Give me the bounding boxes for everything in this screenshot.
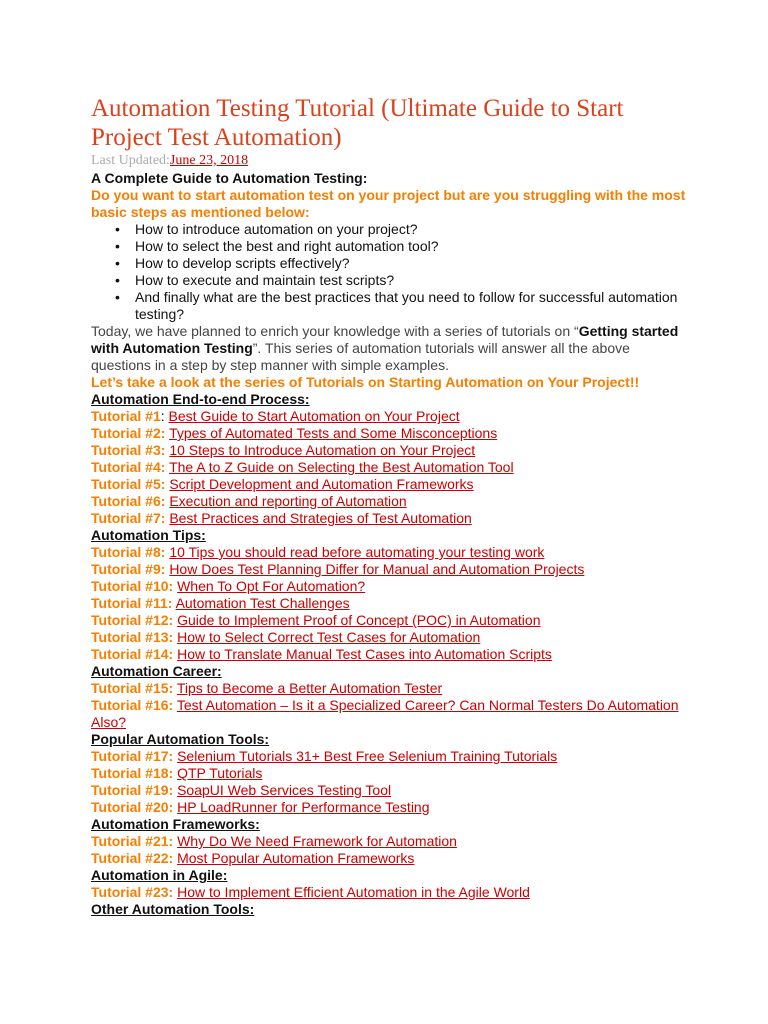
tutorial-link[interactable]: SoapUI Web Services Testing Tool <box>177 782 392 798</box>
tutorial-item <box>91 748 691 765</box>
tutorial-number: Tutorial #1 <box>91 408 161 424</box>
section-heading: Automation in Agile: <box>91 867 228 883</box>
tutorial-link[interactable]: Execution and reporting of Automation <box>169 493 407 509</box>
tutorial-link[interactable]: Types of Automated Tests and Some Misconceptions <box>169 425 498 441</box>
tutorial-item <box>91 765 691 782</box>
page-title: Automation Testing Tutorial (Ultimate Guide to Start Project Test Automation) <box>91 95 624 151</box>
tutorial-item <box>91 408 691 425</box>
tutorial-number: Tutorial #21: <box>91 833 174 849</box>
tutorial-link[interactable]: The A to Z Guide on Selecting the Best Automation Tool <box>169 459 514 475</box>
tutorial-item <box>91 459 691 476</box>
tutorial-number: Tutorial #23: <box>91 884 174 900</box>
tutorial-link[interactable]: How to Translate Manual Test Cases into Automation Scripts <box>177 646 552 662</box>
tutorial-sections <box>91 391 691 918</box>
tutorial-item <box>91 493 691 510</box>
tutorial-link[interactable]: 10 Tips you should read before automating your testing work <box>169 544 545 560</box>
tutorial-separator: : <box>160 408 169 424</box>
tutorial-number: Tutorial #14: <box>91 646 174 662</box>
tutorial-link[interactable]: Selenium Tutorials 31+ Best Free Selenium Training Tutorials <box>177 748 558 764</box>
tutorial-item <box>91 561 691 578</box>
tutorial-number: Tutorial #8: <box>91 544 166 560</box>
tutorial-number: Tutorial #10: <box>91 578 174 594</box>
tutorial-number: Tutorial #13: <box>91 629 174 645</box>
tutorial-item <box>91 884 691 901</box>
tutorial-link[interactable]: HP LoadRunner for Performance Testing <box>177 799 430 815</box>
tutorial-number: Tutorial #11: <box>91 595 173 611</box>
tutorial-number: Tutorial #7: <box>91 510 166 526</box>
tutorial-number: Tutorial #17: <box>91 748 174 764</box>
tutorial-item <box>91 476 691 493</box>
tutorial-number: Tutorial #22: <box>91 850 174 866</box>
tutorial-number: Tutorial #18: <box>91 765 174 781</box>
tutorial-number: Tutorial #15: <box>91 680 174 696</box>
section-heading: Other Automation Tools: <box>91 901 255 917</box>
tutorial-number: Tutorial #6: <box>91 493 166 509</box>
tutorial-link[interactable]: Test Automation – Is it a Specialized Career? Can Normal Testers Do Automation Also? <box>91 697 679 730</box>
tutorial-item <box>91 442 691 459</box>
tutorial-number: Tutorial #4: <box>91 459 166 475</box>
intro-paragraph: Today, we have planned to enrich your knowledge with a series of tutorials on “Getting started with Automation Testing”. This series of automation tutorials will answer all the above questions in a step by step manner with simple examples. <box>91 323 679 373</box>
last-updated <box>91 152 691 169</box>
tutorial-item <box>91 425 691 442</box>
tutorial-link[interactable]: Most Popular Automation Frameworks <box>177 850 415 866</box>
tutorial-number: Tutorial #5: <box>91 476 166 492</box>
section-heading: Automation Tips: <box>91 527 206 543</box>
bullet-icon: • <box>115 289 120 305</box>
section-heading: Popular Automation Tools: <box>91 731 270 747</box>
tutorial-link[interactable]: Automation Test Challenges <box>175 595 350 611</box>
bullet-icon: • <box>115 221 120 237</box>
tutorial-number: Tutorial #19: <box>91 782 174 798</box>
tutorial-item <box>91 612 691 629</box>
tutorial-item <box>91 646 691 663</box>
tutorial-item <box>91 680 691 697</box>
tutorial-number: Tutorial #20: <box>91 799 174 815</box>
bullet-icon: • <box>115 238 120 254</box>
tutorial-link[interactable]: QTP Tutorials <box>177 765 263 781</box>
tutorial-number: Tutorial #9: <box>91 561 166 577</box>
subtitle: A Complete Guide to Automation Testing: <box>91 170 368 186</box>
tutorial-link[interactable]: Tips to Become a Better Automation Tester <box>176 680 443 696</box>
tutorial-link[interactable]: Why Do We Need Framework for Automation <box>177 833 457 849</box>
list-item: • How to introduce automation on your project? <box>115 221 418 237</box>
bullet-icon: • <box>115 272 120 288</box>
section-heading: Automation Frameworks: <box>91 816 260 832</box>
tutorial-item <box>91 578 691 595</box>
last-updated-label: Last Updated: <box>91 153 170 168</box>
tutorial-number: Tutorial #16: <box>91 697 174 713</box>
tutorial-link[interactable]: How to Implement Efficient Automation in the Agile World <box>177 884 530 900</box>
tutorial-number: Tutorial #12: <box>91 612 174 628</box>
bullet-icon: • <box>115 255 120 271</box>
list-item: • How to select the best and right automation tool? <box>115 238 439 254</box>
tutorial-number: Tutorial #2: <box>91 425 166 441</box>
tutorial-item <box>91 782 691 799</box>
document-page <box>91 94 691 918</box>
section-heading: Automation End-to-end Process: <box>91 391 310 407</box>
tutorial-item <box>91 833 691 850</box>
section-heading: Automation Career: <box>91 663 222 679</box>
tutorial-number: Tutorial #3: <box>91 442 166 458</box>
question-text: Do you want to start automation test on your project but are you struggling with the most basic steps as mentioned below: <box>91 187 686 220</box>
tutorial-link[interactable]: Guide to Implement Proof of Concept (POC) in Automation <box>177 612 541 628</box>
tutorial-link[interactable]: How to Select Correct Test Cases for Automation <box>177 629 481 645</box>
tutorial-item <box>91 850 691 867</box>
tutorial-item <box>91 510 691 527</box>
tutorial-item <box>91 799 691 816</box>
tutorial-link[interactable]: When To Opt For Automation? <box>177 578 366 594</box>
tutorial-link[interactable]: Script Development and Automation Frameworks <box>169 476 474 492</box>
list-item: • How to develop scripts effectively? <box>115 255 350 271</box>
tutorial-link[interactable]: 10 Steps to Introduce Automation on Your Project <box>169 442 476 458</box>
tutorial-link[interactable]: Best Practices and Strategies of Test Automation <box>169 510 472 526</box>
tutorial-item <box>91 544 691 561</box>
tutorial-item <box>91 697 691 731</box>
tutorial-link[interactable]: Best Guide to Start Automation on Your Project <box>168 408 460 424</box>
series-heading: Let’s take a look at the series of Tutorials on Starting Automation on Your Project!! <box>91 374 640 390</box>
list-item: • And finally what are the best practices that you need to follow for successful automation testing? <box>115 289 678 322</box>
tutorial-link[interactable]: How Does Test Planning Differ for Manual and Automation Projects <box>169 561 585 577</box>
tutorial-item <box>91 629 691 646</box>
last-updated-date-link[interactable]: June 23, 2018 <box>169 153 249 168</box>
list-item: • How to execute and maintain test scripts? <box>115 272 395 288</box>
tutorial-item <box>91 595 691 612</box>
question-list <box>91 221 691 323</box>
